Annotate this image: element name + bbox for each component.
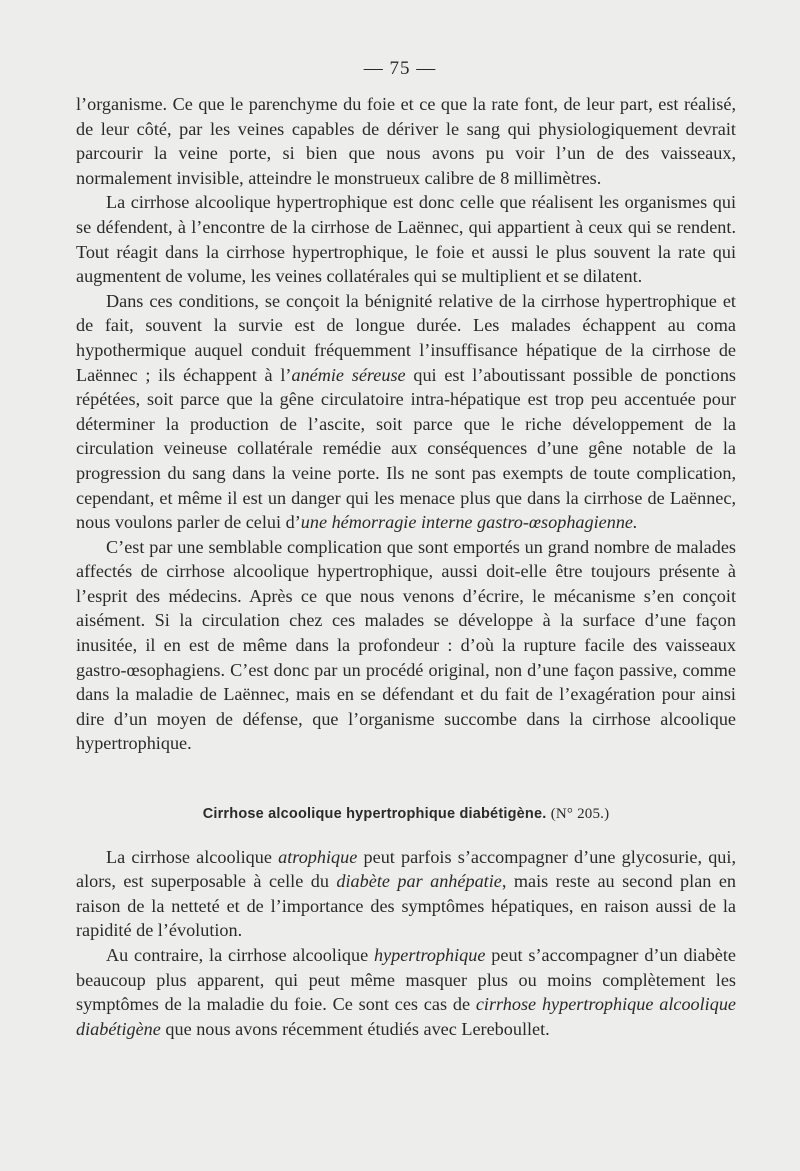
paragraph-3-italic-anemie: anémie séreuse	[291, 364, 406, 385]
paragraph-3-text-a: Dans ces conditions, se conçoit la bénignité relative de la cirrhose hypertrophique et de fait, souvent la survie est de longue durée. Les malades échappent au coma hypothermique auquel conduit fréquemment l’insuffisance hépatique de la cirrhose de Laënnec ; ils échappent à l’	[76, 290, 736, 385]
section-paragraph-1	[76, 845, 736, 943]
paragraph-3-text-b: qui est l’aboutissant possible de ponctions répétées, soit parce que la gêne circulatoire intra-hépatique est trop peu accentuée pour déterminer la production de l’ascite, soit parce que le riche développement de la circulation veineuse collatérale remédie aux conséquences d’une gêne notable de la progression du sang dans la veine porte. Ils ne sont pas exempts de toute complication, cependant, et même il est un danger qui les menace plus que dans la cirrhose de Laënnec, nous voulons parler de celui d’	[76, 364, 736, 533]
section-paragraph-2-italic-hypertrophique: hypertrophique	[373, 945, 486, 965]
paragraph-3	[76, 289, 736, 535]
section-paragraph-1-italic-atrophique: atrophique	[278, 846, 358, 867]
section-paragraph-2-italic-cirrhose: cirrhose hypertrophique alcoolique diabétigène	[76, 994, 736, 1039]
paragraph-2: La cirrhose alcoolique hypertrophique est donc celle que réalisent les organismes qui se défendent, à l’encontre de la cirrhose de Laënnec, qui appartient à ceux qui se rendent. Tout réagit dans la cirrhose hypertrophique, le foie et aussi le plus souvent la rate qui augmentent de volume, les veines collatérales qui se multiplient et se dilatent.	[76, 192, 736, 287]
section-paragraph-1-text-a: La cirrhose alcoolique	[106, 846, 279, 867]
section-paragraph-1-italic-diabete: diabète par anhépatie	[336, 871, 502, 892]
section-paragraph-2-text-b: peut s’accompagner d’un diabète beaucoup plus apparent, qui peut même masquer plus ou moins complètement les symptômes de la maladie du foie. Ce sont ces cas de	[76, 945, 736, 1015]
section-paragraph-2-text-c: que nous avons récemment étudiés avec Lereboullet.	[160, 1018, 550, 1039]
section-paragraph-2	[76, 943, 736, 1041]
section-paragraph-2-text-a: Au contraire, la cirrhose alcoolique	[106, 945, 374, 965]
paragraph-1: l’organisme. Ce que le parenchyme du foie et ce que la rate font, de leur part, est réalisé, de leur côté, par les veines capables de dériver le sang qui physiologiquement devrait parcourir la veine porte, si bien que nous avons pu voir l’un de des vaisseaux, normalement invisible, atteindre le monstrueux calibre de 8 millimètres.	[76, 94, 736, 188]
section-heading-title: Cirrhose alcoolique hypertrophique diabétigène.	[202, 806, 547, 823]
paragraph-3-italic-hemorragie: une hémorragie interne gastro-œsophagienne.	[300, 512, 638, 533]
section-heading	[76, 802, 736, 827]
section-paragraph-1-text-c: , mais reste au second plan en raison de la netteté et de l’importance des symptômes hépatiques, en raison aussi de la rapidité de l’évolution.	[76, 871, 736, 941]
page-number: — 75 —	[363, 58, 437, 79]
section-paragraph-1-text-b: peut parfois s’accompagner d’une glycosurie, qui, alors, est superposable à celle du	[76, 846, 736, 892]
body-text	[76, 92, 736, 1041]
section-heading-ref: (N° 205.)	[550, 806, 610, 823]
paragraph-4: C’est par une semblable complication que sont emportés un grand nombre de malades affectés de cirrhose alcoolique hypertrophique, aussi doit-elle être toujours présente à l’esprit des médecins. Après ce que nous venons d’écrire, le mécanisme s’en conçoit aisément. Si la circulation chez ces malades se développe à la surface d’une façon inusitée, il en est de même dans la profondeur : d’où la rupture facile des vaisseaux gastro-œsophagiens. C’est donc par un procédé original, non d’une façon passive, comme dans la maladie de Laënnec, mais en se défendant et du fait de l’exagération pour ainsi dire d’un moyen de défense, que l’organisme succombe dans la cirrhose alcoolique hypertrophique.	[76, 536, 736, 754]
